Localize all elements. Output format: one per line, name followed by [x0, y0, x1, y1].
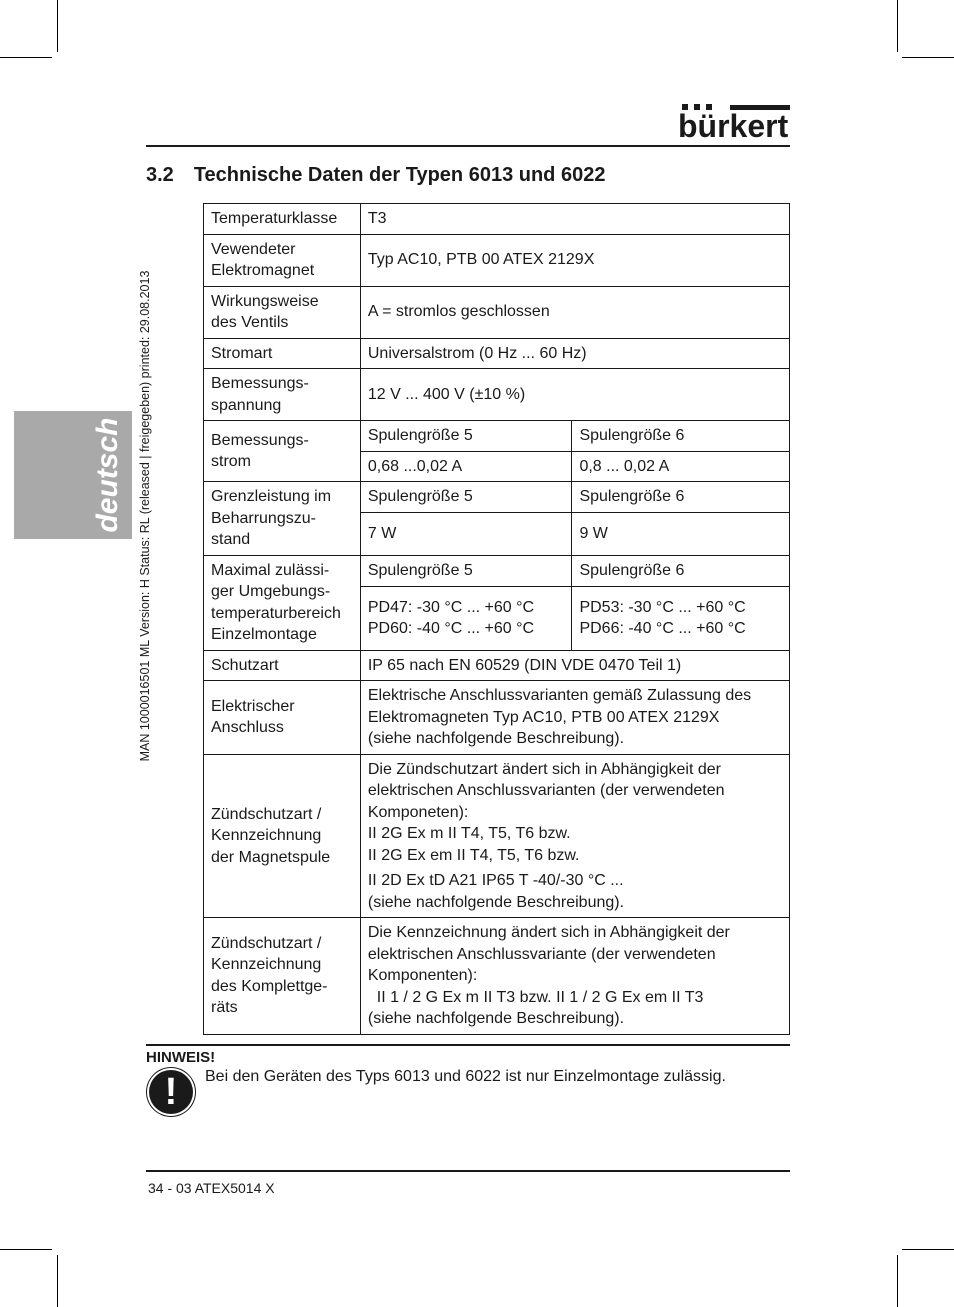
label-line: Maximal zulässi- — [211, 561, 330, 579]
section-number: 3.2 — [146, 164, 174, 186]
table-row — [204, 650, 790, 681]
value-line: II 2G Ex m II T4, T5, T6 bzw. — [367, 825, 571, 842]
label-line: strom — [211, 453, 251, 470]
label-line: Kennzeichnung — [211, 956, 322, 974]
document-meta: MAN 1000016501 ML Version: H Status: RL (released | freigegeben) printed: 29.08.2013 — [138, 270, 152, 762]
label-line: der Magnetspule — [211, 848, 331, 866]
label-line: Bemessungs- — [211, 431, 309, 449]
row-value: 12 V ... 400 V (±10 %) — [360, 369, 789, 421]
value-line: (siehe nachfolgende Beschreibung). — [367, 1010, 625, 1027]
row-label — [204, 482, 361, 556]
row-value — [360, 918, 789, 1035]
crop-mark — [902, 1249, 954, 1250]
value-line: Die Kennzeichnung ändert sich in Abhängigkeit der — [367, 924, 730, 941]
row-label — [204, 555, 361, 650]
label-line: Kennzeichnung — [211, 827, 322, 844]
table-row — [204, 369, 790, 421]
row-label — [204, 286, 361, 338]
row-value: A = stromlos geschlossen — [360, 286, 789, 338]
row-value: IP 65 nach EN 60529 (DIN VDE 0470 Teil 1) — [360, 650, 789, 681]
table-row — [204, 338, 790, 369]
table-row — [204, 555, 790, 586]
row-label — [204, 234, 361, 286]
row-value — [360, 754, 789, 918]
value-line: elektrischen Anschlussvarianten (der verwendeten — [367, 782, 725, 799]
language-tab-label: deutsch — [91, 417, 124, 533]
section-title: Technische Daten der Typen 6013 und 6022 — [193, 164, 606, 186]
crop-mark — [897, 0, 898, 52]
label-line: Zündschutzart / — [211, 934, 322, 952]
coil-size-5-header: Spulengröße 5 — [360, 421, 572, 452]
row-value: Typ AC10, PTB 00 ATEX 2129X — [360, 234, 789, 286]
row-label: Stromart — [204, 338, 361, 369]
footer-rule — [146, 1170, 790, 1172]
table-row — [204, 681, 790, 755]
table-row — [204, 421, 790, 452]
crop-mark — [0, 57, 52, 58]
label-line: Elektrischer — [211, 697, 295, 715]
note-text: Bei den Geräten des Typs 6013 und 6022 ist nur Einzelmontage zulässig. — [205, 1068, 726, 1085]
label-line: spannung — [211, 396, 282, 414]
label-line: Einzelmontage — [211, 626, 317, 643]
technical-data-table — [203, 203, 790, 1035]
label-line: temperaturbereich — [211, 604, 341, 622]
crop-mark — [902, 57, 954, 58]
value-line: (siehe nachfolgende Beschreibung). — [367, 893, 625, 911]
table-row — [204, 482, 790, 513]
coil-size-6-value: 9 W — [572, 512, 790, 555]
value-line: PD60: -40 °C ... +60 °C — [367, 620, 535, 638]
row-label: Temperaturklasse — [204, 204, 361, 235]
row-label: Schutzart — [204, 650, 361, 681]
label-line: Beharrungszu- — [211, 509, 316, 527]
row-label — [204, 369, 361, 421]
label-line: Zündschutzart / — [211, 805, 322, 823]
coil-size-6-header: Spulengröße 6 — [572, 555, 790, 586]
row-value — [360, 681, 789, 755]
label-line: Bemessungs- — [211, 375, 309, 392]
value-line: PD66: -40 °C ... +60 °C — [579, 620, 746, 638]
header-rule — [146, 145, 790, 147]
brand-logo — [678, 104, 792, 144]
coil-size-5-value: 0,68 ...0,02 A — [360, 451, 572, 482]
row-label — [204, 681, 361, 755]
table-row — [204, 234, 790, 286]
table-row — [204, 286, 790, 338]
table-row — [204, 918, 790, 1035]
label-line: Wirkungsweise — [211, 292, 319, 310]
value-line: Die Zündschutzart ändert sich in Abhängigkeit der — [367, 760, 721, 778]
label-line: ger Umgebungs- — [211, 583, 331, 600]
coil-size-6-header: Spulengröße 6 — [572, 482, 790, 513]
coil-size-6-value — [572, 586, 790, 650]
label-line: Anschluss — [211, 719, 284, 737]
crop-mark — [0, 1249, 52, 1250]
row-label — [204, 754, 361, 918]
row-label — [204, 421, 361, 482]
exclamation-icon: ! — [147, 1068, 195, 1116]
value-line: Komponenten): — [367, 967, 478, 984]
row-value: T3 — [360, 204, 789, 235]
row-value: Universalstrom (0 Hz ... 60 Hz) — [360, 338, 789, 369]
table-row — [204, 204, 790, 235]
table-row — [204, 754, 790, 918]
value-line: Elektromagneten Typ AC10, PTB 00 ATEX 2129X — [367, 708, 720, 726]
label-line: Elektromagnet — [211, 262, 315, 279]
coil-size-6-value: 0,8 ... 0,02 A — [572, 451, 790, 482]
note-rule — [146, 1044, 790, 1046]
label-line: stand — [211, 531, 251, 548]
value-line: II 2G Ex em II T4, T5, T6 bzw. — [367, 846, 580, 864]
label-line: räts — [211, 999, 238, 1017]
label-line: des Ventils — [211, 314, 289, 331]
logo-text: bürkert — [678, 108, 789, 144]
value-line: PD47: -30 °C ... +60 °C — [367, 598, 535, 616]
crop-mark — [57, 1255, 58, 1307]
note-title: HINWEIS! — [146, 1049, 216, 1066]
coil-size-6-header: Spulengröße 6 — [572, 421, 790, 452]
crop-mark — [57, 0, 58, 52]
section-heading — [146, 164, 605, 187]
value-line: (siehe nachfolgende Beschreibung). — [367, 730, 625, 747]
label-line: des Komplettge- — [211, 977, 328, 995]
label-line: Grenzleistung im — [211, 488, 332, 505]
coil-size-5-value: 7 W — [360, 512, 572, 555]
crop-mark — [897, 1255, 898, 1307]
label-line: Vewendeter — [211, 240, 296, 258]
value-line: elektrischen Anschlussvariante (der verwendeten — [367, 945, 716, 963]
row-label — [204, 918, 361, 1035]
coil-size-5-header: Spulengröße 5 — [360, 555, 572, 586]
value-line: Elektrische Anschlussvarianten gemäß Zulassung des — [367, 687, 752, 704]
coil-size-5-header: Spulengröße 5 — [360, 482, 572, 513]
coil-size-5-value — [360, 586, 572, 650]
value-line: II 1 / 2 G Ex m II T3 bzw. II 1 / 2 G Ex em II T3 — [367, 988, 704, 1006]
value-line: PD53: -30 °C ... +60 °C — [579, 598, 746, 616]
value-line: II 2D Ex tD A21 IP65 T -40/-30 °C ... — [367, 872, 624, 889]
page-footer: 34 - 03 ATEX5014 X — [148, 1180, 275, 1196]
value-line: Komponeten): — [367, 803, 469, 821]
